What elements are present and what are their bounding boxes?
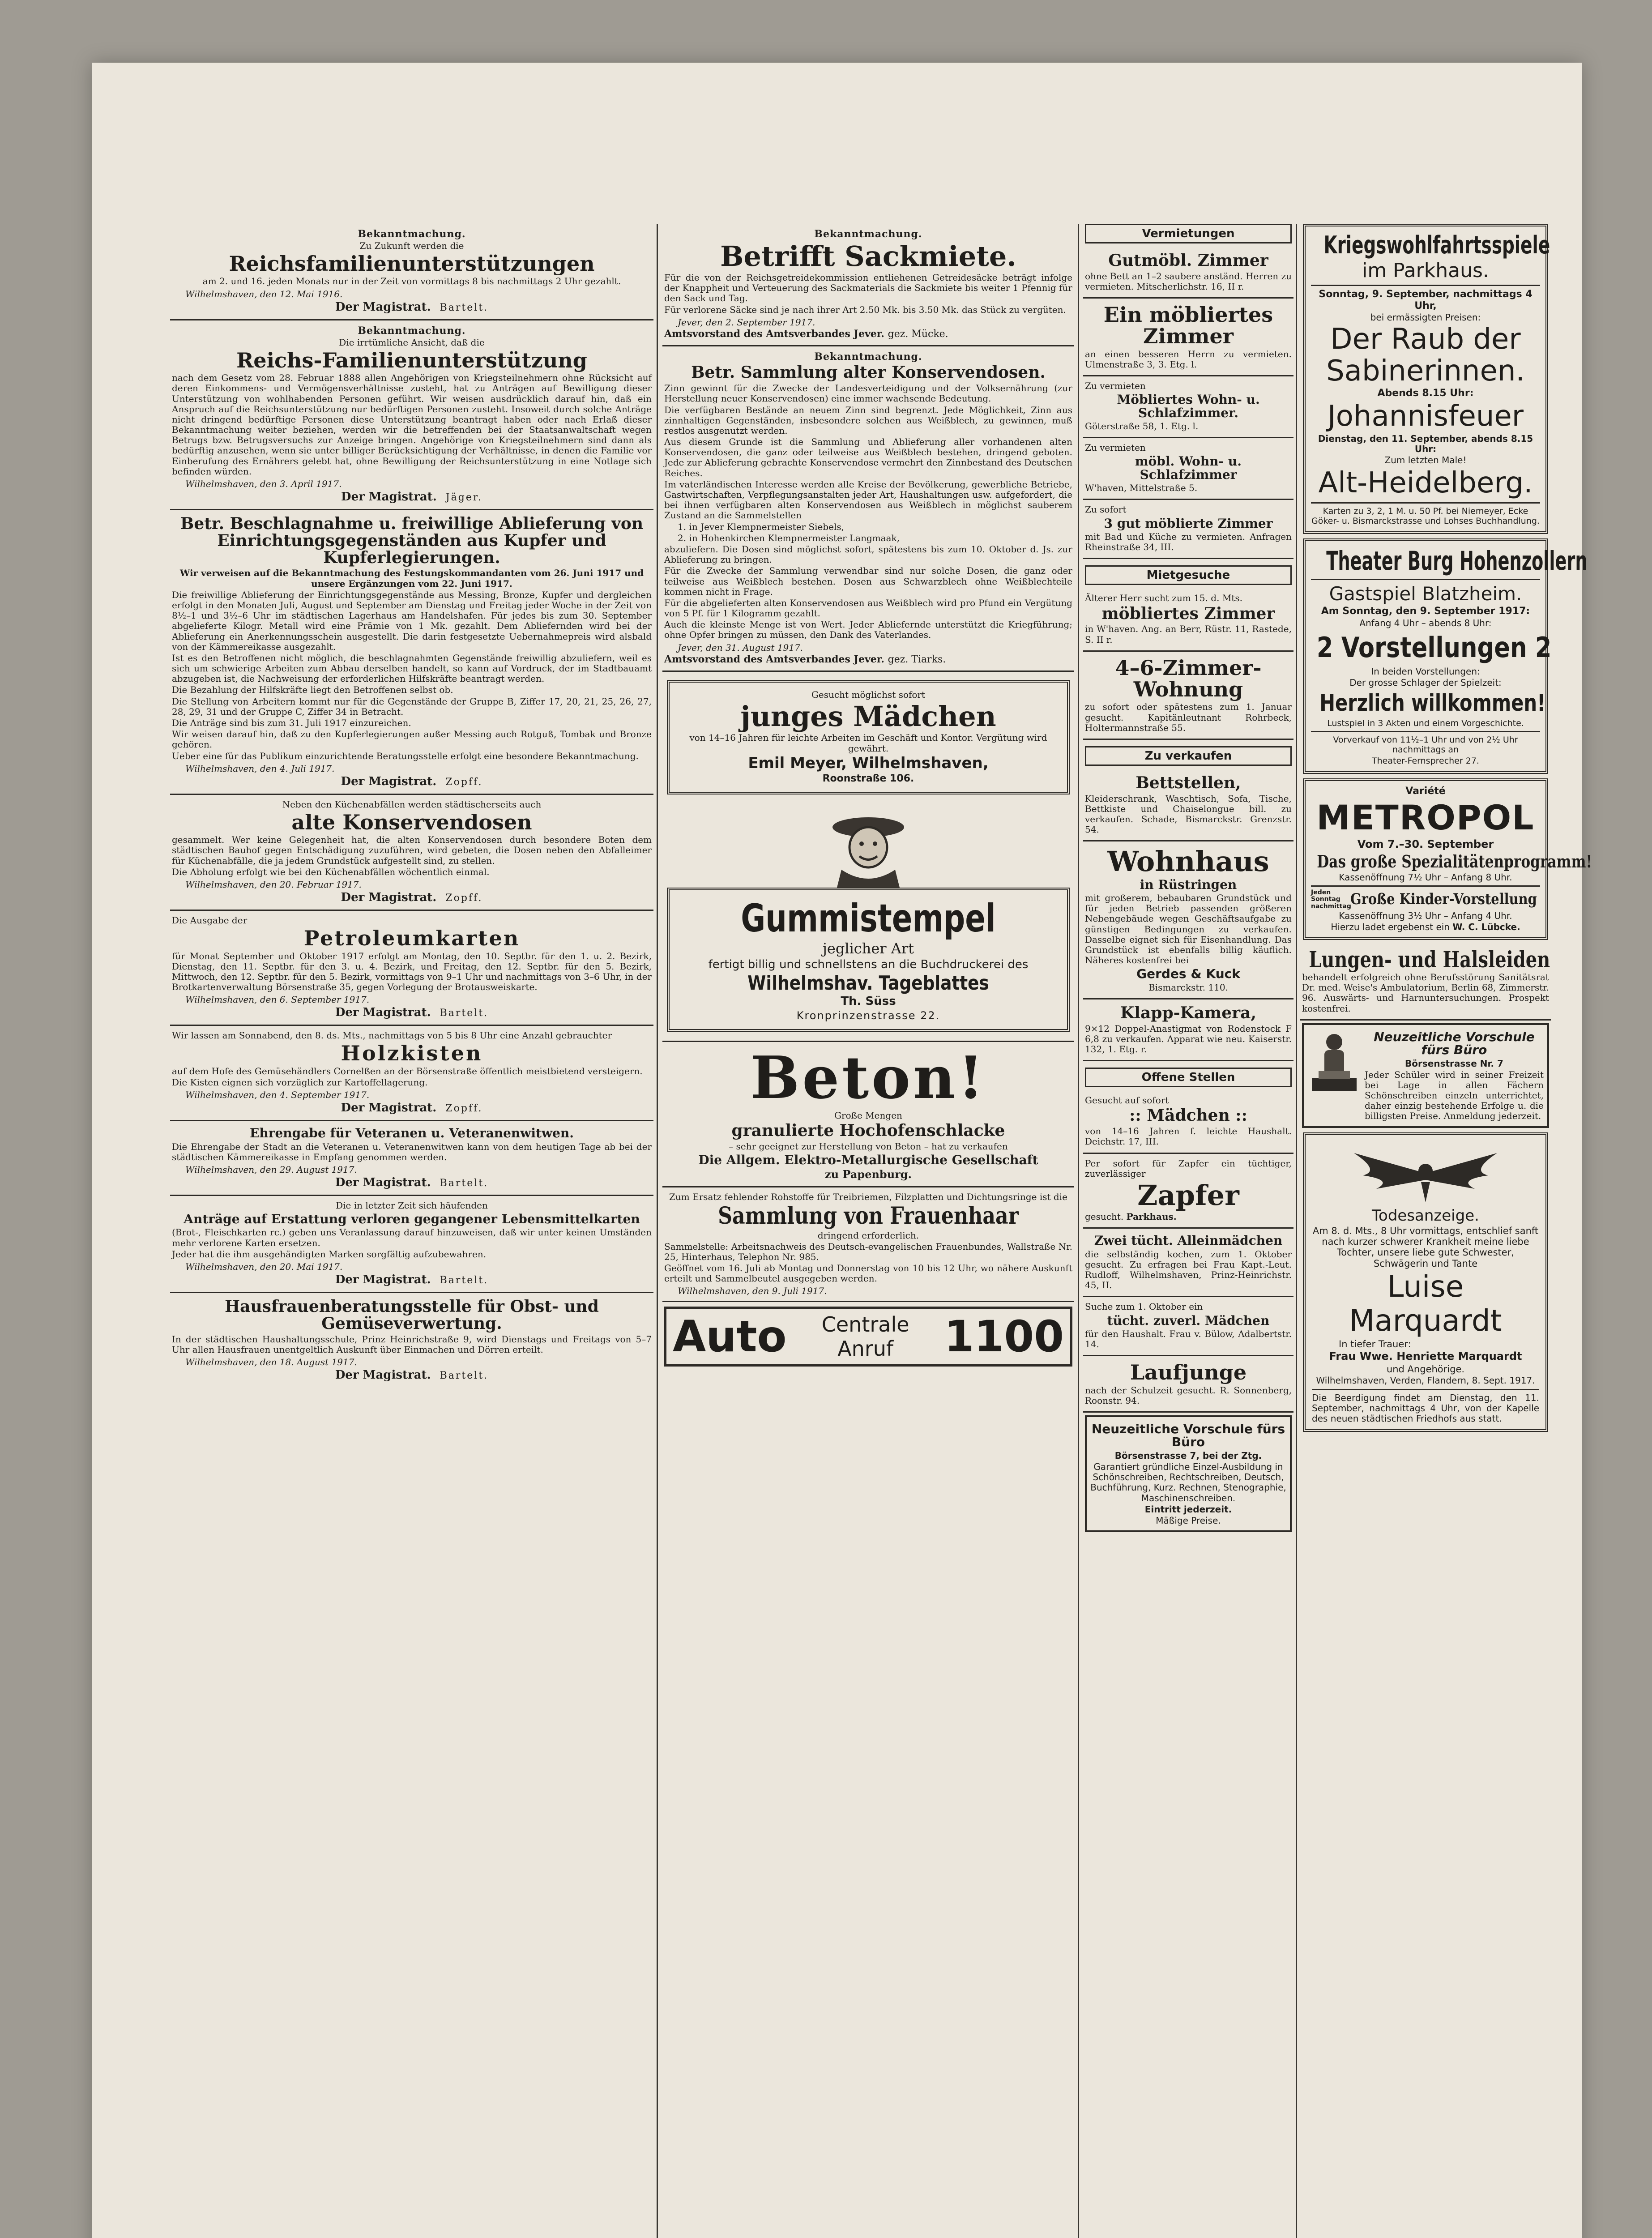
notice-signature: Der Magistrat. [335,1273,431,1287]
notice-date: Wilhelmshaven, den 20. Februar 1917. [185,879,362,890]
notice-body: Für die abgelieferten alten Konservendosen aus Weißblech wird pro Pfund ein Vergütung von 5 Pf. für 1 Kilogramm gezahlt. [664,597,1072,619]
notice-body: Die Ehrengabe der Stadt an die Veteranen u. Veteranenwitwen kann von dem heutigen Tage ab bei der städtischen Kämmereikasse in Empfang genommen werden. [172,1141,652,1162]
notice-date: Jever, den 31. August 1917. [678,642,803,653]
notice-kicker: Bekanntmachung. [358,228,466,240]
notice-title: Betr. Beschlagnahme u. freiwillige Ablieferung von Einrichtungsgegenständen aus Kupfer und Kupferlegierungen. [180,514,644,567]
notice-intro: Wir verweisen auf die Bekanntmachung des Festungskommandanten vom 26. Juni 1917 und unsere Ergänzungen vom 22. Juni 1917. [179,568,644,589]
classified-intro: Zu vermieten [1085,380,1146,392]
classified-title: Bettstellen, [1135,773,1241,792]
notice-title: Sammlung von Frauenhaar [718,1202,1019,1230]
ad-sunday-note: Jeden Sonntag nachmittag [1311,888,1351,910]
classified-body: mit großerem, bebaubaren Grundstück und für jeden Betrieb passenden größeren Nebengebäude wegen Geschäftsaufgabe zu günstigen Bedingungen zu verkaufen. Dasselbe eignet sich für Eisenhandlung. Das Grundstück ist ebenfalls billig käuflich. Näheres kostenfrei bei [1085,892,1292,966]
notice-deceased-name: Luise Marquardt [1349,1269,1502,1338]
classified-item [1083,1154,1293,1229]
classified-title: Möbliertes Wohn- u. Schlafzimmer. [1117,392,1260,420]
ad-owner: W. C. Lübcke. [1452,922,1520,933]
ad-address: Kronprinzenstrasse 22. [796,1009,940,1022]
classified-item [1083,841,1293,999]
notice-relatives: und Angehörige. [1386,1364,1465,1375]
notice-signature: Der Magistrat. [335,1368,431,1382]
notice-body: Die Bezahlung der Hilfskräfte liegt den Betroffenen selbst ob. [172,684,453,696]
notice-signature: Der Magistrat. [341,490,437,504]
ad-footer: Karten zu 3, 2, 1 M. u. 50 Pf. bei Niemeyer, Ecke Göker- u. Bismarckstrasse und Lohses Buchhandlung. [1311,506,1540,526]
notice-body: Auch die kleinste Menge ist von Wert. Jeder Abliefernde unterstützt die Kriegführung; ohne Opfer bringen zu müssen, den Dank des Vaterlandes. [664,619,1072,641]
ad-time: Anfang 4 Uhr – abends 8 Uhr: [1359,617,1492,628]
ad-subtitle: Gastspiel Blatzheim. [1329,583,1522,605]
classified-body: von 14–16 Jahren f. leichte Haushalt. Deichstr. 17, III. [1085,1126,1292,1147]
classified-intro: Zu vermieten [1085,442,1146,453]
classified-body: Göterstraße 58, 1. Etg. l. [1085,421,1199,432]
ad-title: Lungen- und Halsleiden [1309,946,1550,973]
classified-intro: Gesucht auf sofort [1085,1095,1169,1106]
notice-signature: Der Magistrat. [335,1175,431,1189]
classified-body: für den Haushalt. Frau v. Bülow, Adalbertstr. 14. [1085,1328,1292,1350]
notice-date: Wilhelmshaven, den 4. Juli 1917. [185,763,335,774]
classified-title: Zapfer [1137,1179,1239,1212]
column-classifieds [1083,224,1293,2238]
ad-body: – sehr geeignet zur Herstellung von Beton – hat zu verkaufen [729,1140,1008,1152]
newspaper-page [92,63,1592,2238]
ad-time: Abends 8.15 Uhr: [1377,388,1474,399]
ad-kids-show: Große Kinder-Vorstellung [1350,890,1537,909]
ad-title: METROPOL [1316,798,1535,838]
classified-title: möbliertes Zimmer [1101,604,1275,623]
ad-program: Das große Spezialitätenprogramm! [1317,851,1592,871]
ad-date: Dienstag, den 11. September, abends 8.15 Uhr: [1318,433,1533,455]
notice-body: Ist es den Betroffenen nicht möglich, die beschlagnahmten Gegenstände freiwillig abzuliefern, weil es sich um schwierige Arbeiten zum Abbau derselben handelt, so kann auf Vordruck, der im Stadtbauamt abzugeben ist, die Nachweisung der erforderlichen Hilfskräfte beantragt werden. [172,652,652,684]
notice-list-item: 2. in Hohenkirchen Klempnermeister Langmaak, [678,532,900,543]
ad-date: Am Sonntag, den 9. September 1917: [1321,606,1530,617]
notice-signature: Der Magistrat. [335,300,431,314]
ad-auto-word: Auto [673,1311,787,1362]
notice-list-item: 1. in Jever Klempnermeister Siebels, [678,521,845,532]
ad-office-school-2 [1302,1023,1549,1128]
ad-owner: Th. Süss [841,995,896,1008]
classified-intro: Zu sofort [1085,504,1127,515]
notice-title: Betrifft Sackmiete. [720,240,1016,273]
notice-kicker: Bekanntmachung. [814,351,922,363]
notice-signer: Bartelt. [440,302,489,313]
notice-intro: Die Ausgabe der [172,915,248,926]
ad-kicker: Variété [1405,785,1446,797]
notice-body: (Brot-, Fleischkarten rc.) geben uns Veranlassung darauf hinzuweisen, daß wir unter keinen Umständen mehr verlorene Karten ersetzen. [172,1227,652,1248]
notice-intro: Die in letzter Zeit sich häufenden [336,1200,488,1211]
notice-grief: In tiefer Trauer: [1339,1338,1411,1350]
classified-body: zu sofort oder spätestens zum 1. Januar gesucht. Kapitänleutnant Rohrbeck, Holtermannstraße 55. [1085,701,1292,733]
notice-intro: Die irrtümliche Ansicht, daß die [339,337,485,348]
ad-performances: 2 Vorstellungen 2 [1316,631,1552,664]
classified-address: Bismarckstr. 110. [1148,982,1229,993]
ad-death-notice [1303,1132,1548,1432]
classified-intro: Suche zum 1. Oktober ein [1085,1301,1203,1312]
classified-item [1083,1229,1293,1297]
notice-housewife-advice [170,1293,653,1387]
classified-title: Klapp-Kamera, [1120,1003,1256,1022]
notice-date: Wilhelmshaven, den 3. April 1917. [185,478,342,490]
notice-body: Zinn gewinnt für die Zwecke der Landesverteidigung und der Volksernährung (zur Herstellung neuer Konservendosen) eine immer wachsende Bedeutung. [664,383,1072,404]
classified-body: mit Bad und Küche zu vermieten. Anfragen Rheinstraße 34, III. [1085,531,1292,553]
classified-title: 4–6-Zimmer-Wohnung [1115,655,1262,702]
notice-title: Ehrengabe für Veteranen u. Veteranenwitwen. [250,1126,574,1141]
classified-item [1083,1297,1293,1356]
ad-subtitle: jeglicher Art [822,940,914,957]
notice-signer: Bartelt. [440,1370,489,1381]
ad-body: fertigt billig und schnellstens an die Buchdruckerei des [708,958,1029,972]
notice-funeral: Die Beerdigung findet am Dienstag, den 11. September, nachmittags 4 Uhr, von der Kapelle des neuen städtischen Friedhofs aus statt. [1312,1392,1539,1424]
notice-veteran-gift [170,1121,653,1196]
notice-body: Die Anträge sind bis zum 31. Juli 1917 einzureichen. [172,718,411,729]
notice-date: Jever, den 2. September 1917. [678,316,815,328]
notice-body: Geöffnet vom 16. Juli ab Montag und Donnerstag von 10 bis 12 Uhr, wo nähere Auskunft erteilt und Sammelbeutel ausgegeben werden. [664,1263,1072,1284]
notice-intro: Wir lassen am Sonnabend, den 8. ds. Mts., nachmittags von 5 bis 8 Uhr eine Anzahl gebrauchter [172,1030,612,1041]
ad-footer: Mäßige Preise. [1156,1515,1221,1526]
notice-body: Für die Zwecke der Sammlung verwendbar sind nur solche Dosen, die ganz oder teilweise aus Weißblech bestehen. Dosen aus Schwarzblech ohne Weißblechteile kommen nicht in Frage. [664,565,1072,597]
notice-signer: Jäger. [445,492,482,504]
notice-family-support-payments [170,224,653,320]
notice-body: Am 8. d. Mts., 8 Uhr vormittags, entschlief sanft nach kurzer schwerer Krankheit meine liebe Tochter, unsere liebe gute Schwester, Schwägerin und Tante [1312,1225,1539,1269]
ad-invite: Hierzu ladet ergebenst ein [1331,922,1450,933]
notice-body: Wir weisen darauf hin, daß zu den Kupferlegierungen außer Messing auch Rotguß, Tombak und Bronze gehören. [172,729,652,750]
notice-date: Wilhelmshaven, den 4. September 1917. [185,1089,370,1101]
ad-title: Beton! [750,1043,986,1112]
classified-body: die selbständig kochen, zum 1. Oktober gesucht. Zu erfragen bei Frau Kapt.-Leut. Rudloff, Wilhelmshaven, Prinz-Heinrichstr. 45, II. [1085,1248,1292,1291]
typist-illustration [1307,1029,1361,1100]
notice-body: Für die von der Reichsgetreidekommission entliehenen Getreidesäcke beträgt infolge der Knappheit und Verteuerung des Sackmaterials die Sackmiete bis weiter 1 Pfennig für den Sack und Tag. [664,272,1072,304]
ad-intro: Große Mengen [834,1110,902,1121]
notice-subtitle: dringend erforderlich. [817,1230,919,1241]
notice-signer: Zopff. [445,893,483,904]
ad-theater-hohenzollern [1303,538,1588,773]
classified-company: Parkhaus. [1126,1211,1177,1222]
ad-footer: Vorverkauf von 11½–1 Uhr und von 2½ Uhr nachmittags an [1333,735,1518,755]
notice-signer: Bartelt. [440,1008,489,1019]
notice-lost-ration-cards [170,1196,653,1293]
ad-play-title: Der Raub der [1330,323,1521,356]
notice-wooden-crates [170,1026,653,1121]
notice-body: am 2. und 16. jeden Monats nur in der Zeit von vormittags 8 bis nachmittags 2 Uhr gezahlt. [202,276,621,287]
ad-note: In beiden Vorstellungen: [1371,666,1480,677]
notice-title: Reichs-Familienunterstützung [236,348,587,372]
notice-date: Wilhelmshaven, den 29. August 1917. [185,1164,357,1175]
classified-body: ohne Bett an 1–2 saubere anständ. Herren zu vermieten. Mitscherlichstr. 16, II r. [1085,270,1292,292]
notice-body: Aus diesem Grunde ist die Sammlung und Ablieferung aller vorhandenen alten Konservendosen, die ganz oder teilweise aus Weißblech bestehen, dringend geboten. Jede zur Ablieferung gebrachte Konservendose vermehrt den Zinnbestand des Deutschen Reiches. [664,436,1072,478]
notice-body: abzuliefern. Die Dosen sind möglichst sofort, spätestens bis zum 10. Oktober d. Js. zur Ablieferung zu bringen. [664,543,1072,565]
notice-petroleum-cards [170,911,653,1026]
ad-concrete [662,1041,1074,1187]
classified-body: in W'haven. Ang. an Berr, Rüstr. 11, Rastede, S. II r. [1085,624,1292,645]
ad-company: Die Allgem. Elektro-Metallurgische Gesellschaft [698,1153,1038,1168]
notice-can-collection [662,346,1074,672]
classified-company: Gerdes & Kuck [1136,966,1240,982]
column-notices-and-ads [662,224,1074,2238]
notice-mourner: Frau Wwe. Henriette Marquardt [1329,1350,1522,1363]
notice-kicker: Bekanntmachung. [358,325,466,337]
column-divider [1296,224,1297,2238]
section-header-rentals: Vermietungen [1085,224,1292,243]
ad-call-word: Anruf [837,1337,894,1361]
classified-item [1083,769,1293,842]
notice-date: Wilhelmshaven, den 12. Mai 1916. [185,288,343,299]
notice-signer: Bartelt. [440,1275,489,1286]
ad-play-title: Herzlich willkommen! [1319,690,1546,717]
ad-dates: Vom 7.–30. September [1357,838,1494,851]
eagle-illustration [1345,1140,1506,1207]
ad-auto-centrale [664,1307,1072,1367]
classified-item [1083,1356,1293,1413]
classified-title: Wohnhaus [1107,845,1269,878]
notice-signature: Der Magistrat. [335,1006,431,1020]
ad-title: Kriegswohlfahrtsspiele [1323,231,1550,259]
notice-body: Jeder hat die ihm ausgehändigten Marken sorgfältig aufzubewahren. [172,1248,487,1260]
notice-date: Wilhelmshaven, den 20. Mai 1917. [185,1261,343,1273]
classified-title: tücht. zuverl. Mädchen [1107,1313,1270,1328]
notice-body: Die verfügbaren Bestände an neuem Zinn sind begrenzt. Jede Möglichkeit, Zinn aus zinnhaltigen Gegenständen, insbesondere solchen aus Weißblech, zu gewinnen, muß restlos ausgenutzt werden. [664,404,1072,436]
ad-body: Jeder Schüler wird in seiner Freizeit bei Lage in allen Fächern Schönschreiben einzeln unterrichtet, daher einzig bestehende Erfolge u. die billigsten Preise. Anmeldung jederzeit. [1365,1069,1544,1122]
classified-title: 3 gut möblierte Zimmer [1104,516,1273,531]
notice-hair-collection [662,1187,1074,1303]
ad-time: Kassenöffnung 3½ Uhr – Anfang 4 Uhr. [1339,910,1512,922]
ad-company: Wilhelmshav. Tageblattes [747,972,989,995]
classified-intro: Per sofort für Zapfer ein tüchtiger, zuverlässiger [1085,1157,1292,1179]
ad-title: Theater Burg Hohenzollern [1326,546,1588,577]
classified-body: an einen besseren Herrn zu vermieten. Ulmenstraße 3, 3. Etg. l. [1085,348,1292,370]
ad-note: Zum letzten Male! [1384,455,1467,466]
classified-item [1083,500,1293,559]
notice-signature: Amtsvorstand des Amtsverbandes Jever. [664,653,884,665]
ad-description: Lustspiel in 3 Akten und einem Vorgeschichte. [1327,718,1524,729]
ad-time: Kassenöffnung 7½ Uhr – Anfang 8 Uhr. [1339,871,1512,883]
classified-subtitle: in Rüstringen [1140,877,1237,892]
ad-lung-throat [1300,944,1551,1021]
notice-body: auf dem Hofe des Gemüsehändlers Cornelßen an der Börsenstraße öffentlich meistbietend versteigern. [172,1065,643,1076]
notice-old-cans [170,795,653,911]
ad-play-title: Johannisfeuer [1327,399,1524,433]
notice-body: In der städtischen Haushaltungsschule, Prinz Heinrichstraße 9, wird Dienstags und Freitags von 5–7 Uhr allen Hausfrauen unentgeltlich Auskunft über Einmachen und Dörren erteilt. [172,1333,652,1355]
classified-body: 9×12 Doppel-Anastigmat von Rodenstock F 6,8 zu verkaufen. Apparat wie neu. Kaiserstr. 132, 1. Etg. r. [1085,1023,1292,1055]
notice-title: Reichsfamilienunterstützungen [229,252,595,276]
notice-title: Todesanzeige. [1372,1206,1479,1225]
ad-title: Neuzeitliche Vorschule fürs Büro [1374,1029,1535,1058]
notice-date: Wilhelmshaven, den 9. Juli 1917. [678,1286,827,1297]
ad-centrale-word: Centrale [821,1312,909,1337]
notice-body: Sammelstelle: Arbeitsnachweis des Deutsch-evangelischen Frauenbundes, Wallstraße Nr. 25, Hinterhaus, Telephon Nr. 985. [664,1241,1072,1262]
classified-body: gesucht. [1085,1211,1124,1222]
classified-title: Gutmöbl. Zimmer [1108,251,1268,270]
notice-title: Betr. Sammlung alter Konservendosen. [691,363,1046,382]
column-entertainment [1300,224,1592,2238]
notice-signer: gez. Tiarks. [888,653,946,665]
column-official-notices [170,224,653,2238]
ad-footer: Eintritt jederzeit. [1144,1503,1232,1515]
notice-title: Hausfrauenberatungsstelle für Obst- und Gemüseverwertung. [225,1297,599,1333]
notice-body: für Monat September und Oktober 1917 erfolgt am Montag, den 10. Septbr. für den 1. u. 2. Bezirk, Dienstag, den 11. Septbr. für den 3. u. 4. Bezirk, und Freitag, den 12. Septbr. für den 5. Bezirk, Mittwoch, den 12. Septbr. für den 5. Bezirk, vormittags von 9–1 Uhr und nachmittags von 3–6 Uhr, in der Brotkartenverwaltung Börsenstraße 35, gegen Vorlegung der Brotausweiskarte. [172,950,652,993]
jester-illustration [824,807,913,888]
notice-body: gesammelt. Wer keine Gelegenheit hat, die alten Konservendosen durch besondere Boten dem städtischen Bauhof gegen Entschädigung zuzuführen, wird gebeten, die Dosen neben den Abfalleimer für Küchenabfälle, die ja jedem Grundstück aufgestellt sind, zu stellen. [172,834,652,866]
notice-body: Die Abholung erfolgt wie bei den Küchenabfällen wöchentlich einmal. [172,866,490,877]
ad-note: Der grosse Schlager der Spielzeit: [1349,677,1502,688]
classified-item [1083,652,1293,740]
classified-body: nach der Schulzeit gesucht. R. Sonnenberg, Roonstr. 94. [1085,1384,1292,1406]
ad-title: Gummistempel [741,896,996,941]
classified-title: Zwei tücht. Alleinmädchen [1094,1233,1283,1248]
ad-body: von 14–16 Jahren für leichte Arbeiten im Geschäft und Kontor. Vergütung wird gewährt. [689,732,1047,754]
column-divider [657,224,658,2238]
ad-subtitle: im Parkhaus. [1362,259,1489,282]
notice-kicker: Bekanntmachung. [814,228,922,240]
notice-signature: Der Magistrat. [341,891,437,905]
notice-body: Die Kisten eignen sich vorzüglich zur Kartoffellagerung. [172,1076,428,1088]
notice-reich-family-support [170,320,653,510]
notice-date: Wilhelmshaven, den 18. August 1917. [185,1357,357,1367]
notice-signer: Zopff. [445,1103,483,1115]
ad-variete-metropol [1303,778,1592,940]
notice-body: Für verlorene Säcke sind je nach ihrer Art 2.50 Mk. bis 3.50 Mk. das Stück zu vergüten. [664,304,1066,315]
ad-date: Sonntag, 9. September, nachmittags 4 Uhr, [1319,289,1532,312]
notice-body: Im vaterländischen Interesse werden alle Kreise der Bevölkerung, gewerbliche Betriebe, Gastwirtschaften, Verpflegungsanstalten jeder Art, Haushaltungen usw. aufgefordert, die bei ihnen verfügbaren alten Konservendosen aus Weißblech in möglichst sauberem Zustand an die Sammelstellen [664,478,1072,521]
ad-address: Börsenstrasse 7, bei der Ztg. [1114,1450,1262,1461]
classified-body: W'haven, Mittelstraße 5. [1085,483,1198,494]
notice-title: Holzkisten [341,1041,483,1066]
notice-body: nach dem Gesetz vom 28. Februar 1888 allen Angehörigen von Kriegsteilnehmern ohne Rücksicht auf deren Einkommens- und Vermögensverhältnisse zusteht, hat zu Anträgen auf Bewilligung dieser Unterstützung von wohlhabenden Personen geführt. Wir weisen ausdrücklich darauf hin, daß ein Anspruch auf die Reichsunterstützung nur bedürftigen Personen zusteht. Insoweit durch solche Anträge nicht dringend bedürftige Personen diese Unterstützung beantragt haben oder nach Erlaß dieser Bekanntmachung weiter beziehen, werden wir die betreffenden bei der Staatsanwaltschaft wegen Betrugs bzw. Betrugsversuchs zur Anzeige bringen. Angehörige von Kriegsteilnehmern sind dann als bedürftig anzusehen, wenn sie unter billiger Berücksichtigung der Verhältnisse, in denen die Familie vor Einberufung des Ernährers gelebt hat, ohne Bewilligung der Reichsunterstützung in eine Notlage sich befinden würden. [172,372,652,477]
notice-body: Die Stellung von Arbeitern kommt nur für die Gegenstände der Gruppe B, Ziffer 17, 20, 21, 25, 26, 27, 28, 29, 31 und der Gruppe C, Ziffer 34 in Betracht. [172,696,652,717]
notice-intro: Zum Ersatz fehlender Rohstoffe für Treibriemen, Filzplatten und Dichtungsringe ist die [669,1191,1067,1202]
ad-title: junges Mädchen [740,700,996,733]
notice-signer: Zopff. [445,776,483,788]
classified-item [1083,999,1293,1061]
notice-copper-confiscation [170,510,653,795]
classified-item [1083,438,1293,500]
ad-body: behandelt erfolgreich ohne Berufsstörung Sanitätsrat Dr. med. Weise's Ambulatorium, Berlin 68, Zimmerstr. 96. Auswärts- und Harnuntersuchungen. Prospekt kostenfrei. [1302,972,1549,1014]
classified-item [1083,589,1293,651]
section-header-jobs: Offene Stellen [1085,1068,1292,1087]
ad-play-title: Sabinerinnen. [1326,354,1525,388]
ad-play-title: Alt-Heidelberg. [1318,466,1533,500]
notice-signature: Der Magistrat. [341,1101,437,1115]
classified-title: :: Mädchen :: [1129,1106,1247,1125]
notice-title: alte Konservendosen [291,810,532,834]
classified-title: Ein möbliertes Zimmer [1103,303,1273,349]
notice-sack-rent [662,224,1074,346]
section-header-wanted: Mietgesuche [1085,565,1292,585]
notice-signer: gez. Mücke. [888,328,948,340]
classified-item [1083,376,1293,438]
notice-title: Petroleumkarten [303,926,520,951]
classified-intro: Älterer Herr sucht zum 15. d. Mts. [1085,593,1242,604]
classified-body: Kleiderschrank, Waschtisch, Sofa, Tische, Bettkiste und Chaiselongue bill. zu verkaufen. Schade, Bismarckstr. Grenzstr. 54. [1085,793,1292,835]
classified-item [1083,299,1293,376]
notice-intro: Zu Zukunft werden die [359,240,464,251]
notice-place-date: Wilhelmshaven, Verden, Flandern, 8. Sept. 1917. [1316,1375,1535,1386]
ad-young-girl [662,672,1074,803]
classified-title: Laufjunge [1130,1360,1247,1385]
notice-title: Anträge auf Erstattung verloren gegangener Lebensmittelkarten [184,1212,640,1227]
ad-body: Garantiert gründliche Einzel-Ausbildung in Schönschreiben, Rechtschreiben, Deutsch, Buchführung, Kurz. Rechnen, Stenographie, Maschinenschreiben. [1090,1461,1286,1503]
notice-intro: Neben den Küchenabfällen werden städtischerseits auch [282,799,542,810]
ad-company: Emil Meyer, Wilhelmshaven, [748,754,989,772]
ad-phone-number: 1100 [944,1311,1064,1362]
ad-note: bei ermässigten Preisen: [1370,312,1481,323]
notice-body: Die freiwillige Ablieferung der Einrichtungsgegenstände aus Messing, Bronze, Kupfer und dergleichen erfolgt in den Monaten Juli, August und September am Dienstag und Freitag jeder Woche in der Zeit von 8½–1 und 3½–6 Uhr im städtischen Lagerhaus am Handelshafen. Für jedes bis zum 30. September abgelieferte Kilogr. Metall wird eine Prämie von 1 Mk. gezahlt. Dem Abliefernden wird bei der Ablieferung ein Anerkennungsschein ausgestellt. Die darin festgesetzte Uebernahmepreis wird alsbald von der Kämmereikasse ausgezahlt. [172,589,652,652]
ad-war-charity-plays [1303,224,1548,534]
classified-title: möbl. Wohn- u. Schlafzimmer [1135,454,1242,482]
ad-address: Roonstraße 106. [822,773,914,784]
ad-office-school [1085,1415,1292,1532]
notice-signature: Amtsvorstand des Amtsverbandes Jever. [664,328,884,340]
notice-signature: Der Magistrat. [341,774,437,788]
notice-body: Ueber eine für das Publikum einzurichtende Beratungsstelle erfolgt eine besondere Bekanntmachung. [172,750,639,761]
ad-intro: Gesucht möglichst sofort [811,689,926,700]
ad-footer: Theater-Fernsprecher 27. [1372,756,1479,766]
classified-item [1083,1091,1293,1153]
notice-date: Wilhelmshaven, den 6. September 1917. [185,994,370,1005]
ad-rubber-stamps [662,803,1074,1041]
ad-city: zu Papenburg. [825,1167,912,1181]
column-divider [1078,224,1079,2238]
classified-item [1083,247,1293,299]
ad-address: Börsenstrasse Nr. 7 [1405,1058,1503,1069]
section-header-for-sale: Zu verkaufen [1085,746,1292,766]
ad-title: Neuzeitliche Vorschule fürs Büro [1091,1421,1285,1450]
notice-signer: Bartelt. [440,1177,489,1189]
ad-subtitle: granulierte Hochofenschlacke [731,1121,1005,1140]
